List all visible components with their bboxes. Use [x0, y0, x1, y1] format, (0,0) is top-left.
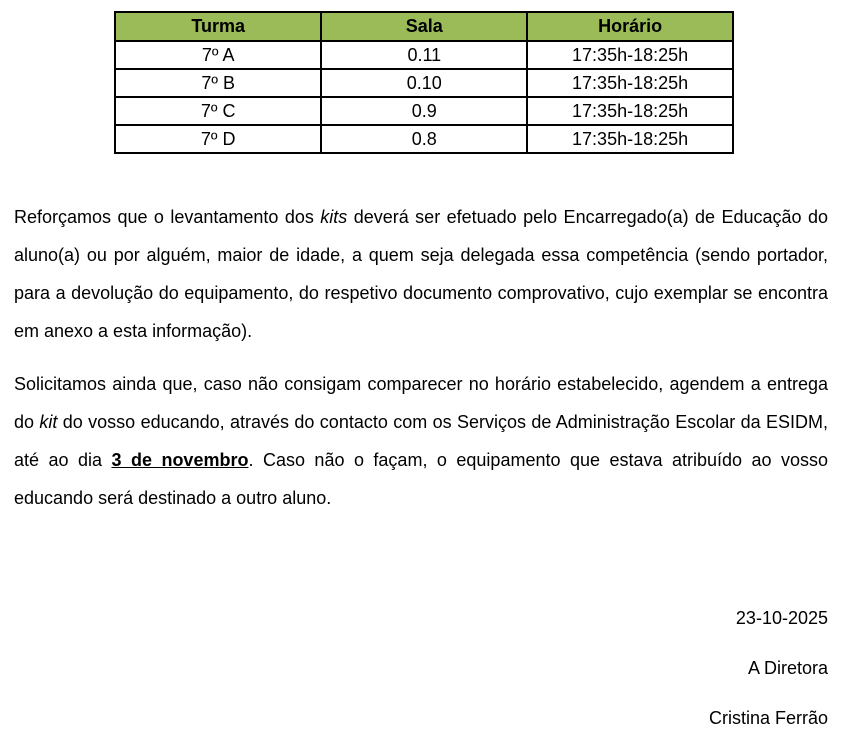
- table-header-horario: Horário: [527, 12, 733, 41]
- table-row: [115, 69, 733, 97]
- cell-sala: 0.8: [321, 125, 527, 153]
- text-run: Solicitamos ainda que, caso não consigam comparecer no horário estabelecido, agendem a entrega do: [14, 374, 828, 432]
- cell-horario: 17:35h-18:25h: [527, 41, 733, 69]
- cell-horario: 17:35h-18:25h: [527, 97, 733, 125]
- paragraph-kit-pickup: [14, 198, 828, 350]
- cell-turma: 7º D: [115, 125, 321, 153]
- text-run-bold-underline: 3 de novembro: [111, 450, 249, 470]
- cell-turma: 7º A: [115, 41, 321, 69]
- text-run: . Caso não o façam, o equipamento que estava atribuído ao vosso educando será destinado a outro aluno.: [14, 450, 828, 508]
- cell-horario: 17:35h-18:25h: [527, 69, 733, 97]
- text-run: do vosso educando, através do contacto com os Serviços de Administração Escolar da ESIDM, até ao dia: [14, 412, 828, 470]
- table-row: [115, 97, 733, 125]
- cell-turma: 7º C: [115, 97, 321, 125]
- text-run: deverá ser efetuado pelo Encarregado(a) de Educação do aluno(a) ou por alguém, maior de idade, a quem seja delegada essa competência (sendo portador, para a devolução do equipamento, do respetivo documento comprovativo, cujo exemplar se encontra em anexo a esta informação).: [14, 207, 828, 341]
- cell-sala: 0.11: [321, 41, 527, 69]
- cell-turma: 7º B: [115, 69, 321, 97]
- document-date: 23-10-2025: [735, 608, 828, 628]
- table-header-sala: Sala: [321, 12, 527, 41]
- signature-role: A Diretora: [747, 658, 828, 678]
- text-run-italic: kits: [320, 207, 348, 227]
- text-run: Reforçamos que o levantamento dos: [14, 207, 321, 227]
- cell-sala: 0.10: [321, 69, 527, 97]
- cell-horario: 17:35h-18:25h: [527, 125, 733, 153]
- table-row: [115, 125, 733, 153]
- table-header-row: [115, 12, 733, 41]
- table-row: [115, 41, 733, 69]
- text-run-italic: kit: [39, 412, 58, 432]
- class-schedule-table: [114, 11, 734, 154]
- cell-sala: 0.9: [321, 97, 527, 125]
- signature-name: Cristina Ferrão: [708, 708, 828, 728]
- table-header-turma: Turma: [115, 12, 321, 41]
- paragraph-deadline-notice: [14, 365, 828, 517]
